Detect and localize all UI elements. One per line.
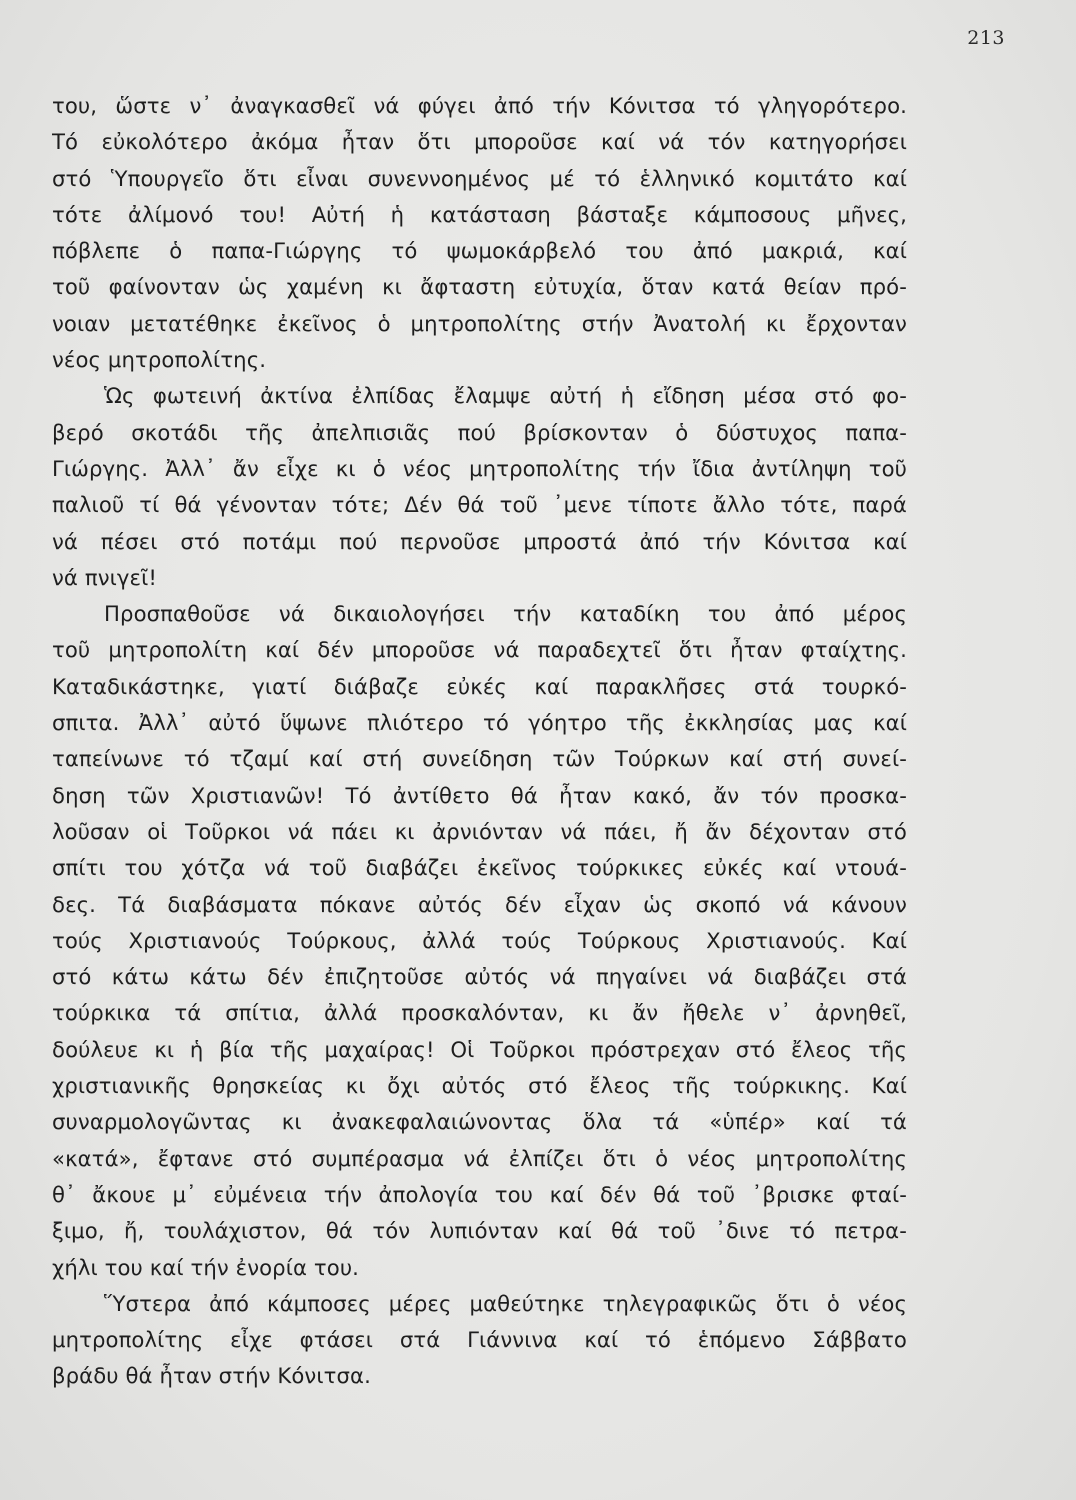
text-line: τούς Χριστιανούς Τούρκους, ἀλλά τούς Τούρκους Χριστιανούς. Καί bbox=[52, 927, 907, 953]
text-line: τούρκικα τά σπίτια, ἀλλά προσκαλόνταν, κι ἄν ἤθελε ν᾽ ἀρνηθεῖ, bbox=[52, 1000, 907, 1026]
text-line: μητροπολίτης εἶχε φτάσει στά Γιάννινα καί τό ἑπόμενο Σάββατο bbox=[52, 1327, 907, 1353]
text-line: του, ὥστε ν᾽ ἀναγκασθεῖ νά φύγει ἀπό τήν Κόνιτσα τό γληγορότερο. bbox=[52, 93, 907, 118]
paragraph bbox=[52, 596, 907, 1286]
text-line: τοῦ φαίνονταν ὡς χαμένη κι ἄφταστη εὐτυχία, ὅταν κατά θείαν πρό- bbox=[52, 274, 907, 300]
text-line: βράδυ θά ἦταν στήν Κόνιτσα. bbox=[52, 1363, 371, 1389]
text-line: παλιοῦ τί θά γένονταν τότε; Δέν θά τοῦ ᾽μενε τίποτε ἄλλο τότε, παρά bbox=[52, 492, 907, 518]
text-line: νά πνιγεῖ! bbox=[52, 564, 157, 590]
text-line: Προσπαθοῦσε νά δικαιολογήσει τήν καταδίκη του ἀπό μέρος bbox=[104, 601, 907, 627]
paragraph bbox=[52, 88, 907, 378]
paragraph bbox=[52, 1286, 907, 1395]
paragraph bbox=[52, 378, 907, 596]
text-line: σπιτα. Ἀλλ᾽ αὐτό ὕψωνε πλιότερο τό γόητρο τῆς ἐκκλησίας μας καί bbox=[52, 710, 907, 736]
text-line: στό κάτω κάτω δέν ἐπιζητοῦσε αὐτός νά πηγαίνει νά διαβάζει στά bbox=[52, 964, 907, 990]
text-line: στό Ὑπουργεῖο ὅτι εἶναι συνεννοημένος μέ τό ἑλληνικό κομιτάτο καί bbox=[52, 165, 907, 191]
text-line: Τό εὐκολότερο ἀκόμα ἦταν ὅτι μποροῦσε καί νά τόν κατηγορήσει bbox=[52, 129, 907, 155]
text-line: χριστιανικῆς θρησκείας κι ὄχι αὐτός στό ἔλεος τῆς τούρκικης. Καί bbox=[52, 1073, 907, 1099]
text-line: Γιώργης. Ἀλλ᾽ ἄν εἶχε κι ὁ νέος μητροπολίτης τήν ἴδια ἀντίληψη τοῦ bbox=[52, 455, 907, 481]
text-line: τοῦ μητροπολίτη καί δέν μποροῦσε νά παραδεχτεῖ ὅτι ἦταν φταίχτης. bbox=[52, 637, 907, 663]
text-line: νά πέσει στό ποτάμι πού περνοῦσε μπροστά ἀπό τήν Κόνιτσα καί bbox=[52, 528, 907, 554]
text-line: συναρμολογῶντας κι ἀνακεφαλαιώνοντας ὅλα τά «ὑπέρ» καί τά bbox=[52, 1109, 907, 1135]
text-line: δες. Τά διαβάσματα πόκανε αὐτός δέν εἶχαν ὡς σκοπό νά κάνουν bbox=[52, 891, 907, 917]
text-line: τότε ἀλίμονό του! Αὐτή ἡ κατάσταση βάσταξε κάμποσους μῆνες, bbox=[52, 201, 907, 227]
text-line: ξιμο, ἤ, τουλάχιστον, θά τόν λυπιόνταν καί θά τοῦ ᾽δινε τό πετρα- bbox=[52, 1218, 907, 1244]
text-line: νέος μητροπολίτης. bbox=[52, 347, 267, 373]
text-line: λοῦσαν οἱ Τοῦρκοι νά πάει κι ἀρνιόνταν νά πάει, ἤ ἄν δέχονταν στό bbox=[52, 818, 907, 844]
text-line: πόβλεπε ὁ παπα-Γιώργης τό ψωμοκάρβελό του ἀπό μακριά, καί bbox=[52, 238, 907, 264]
text-line: Καταδικάστηκε, γιατί διάβαζε εὐκές καί παρακλῆσες στά τουρκό- bbox=[52, 673, 907, 699]
text-line: νοιαν μετατέθηκε ἐκεῖνος ὁ μητροπολίτης στήν Ἀνατολή κι ἔρχονταν bbox=[52, 310, 907, 336]
text-line: Ὕστερα ἀπό κάμποσες μέρες μαθεύτηκε τηλεγραφικῶς ὅτι ὁ νέος bbox=[104, 1290, 907, 1316]
text-line: βερό σκοτάδι τῆς ἀπελπισιᾶς πού βρίσκονταν ὁ δύστυχος παπα- bbox=[52, 419, 907, 445]
text-line: «κατά», ἔφτανε στό συμπέρασμα νά ἐλπίζει ὅτι ὁ νέος μητροπολίτης bbox=[52, 1145, 907, 1171]
text-line: θ᾽ ἄκουε μ᾽ εὐμένεια τήν ἀπολογία του καί δέν θά τοῦ ᾽βρισκε φταί- bbox=[52, 1181, 907, 1207]
text-line: χήλι του καί τήν ἐνορία του. bbox=[52, 1254, 360, 1280]
text-line: δούλευε κι ἡ βία τῆς μαχαίρας! Οἱ Τοῦρκοι πρόστρεχαν στό ἔλεος τῆς bbox=[52, 1036, 907, 1062]
text-line: σπίτι του χότζα νά τοῦ διαβάζει ἐκεῖνος τούρκικες εὐκές καί ντουά- bbox=[52, 855, 907, 881]
page-number: 213 bbox=[967, 27, 1005, 49]
body-text bbox=[52, 88, 907, 1395]
text-line: ταπείνωνε τό τζαμί καί στή συνείδηση τῶν Τούρκων καί στή συνεί- bbox=[52, 746, 907, 772]
text-line: Ὡς φωτεινή ἀκτίνα ἐλπίδας ἔλαμψε αὐτή ἡ εἴδηση μέσα στό φο- bbox=[104, 383, 907, 409]
text-line: δηση τῶν Χριστιανῶν! Τό ἀντίθετο θά ἦταν κακό, ἄν τόν προσκα- bbox=[52, 782, 907, 808]
